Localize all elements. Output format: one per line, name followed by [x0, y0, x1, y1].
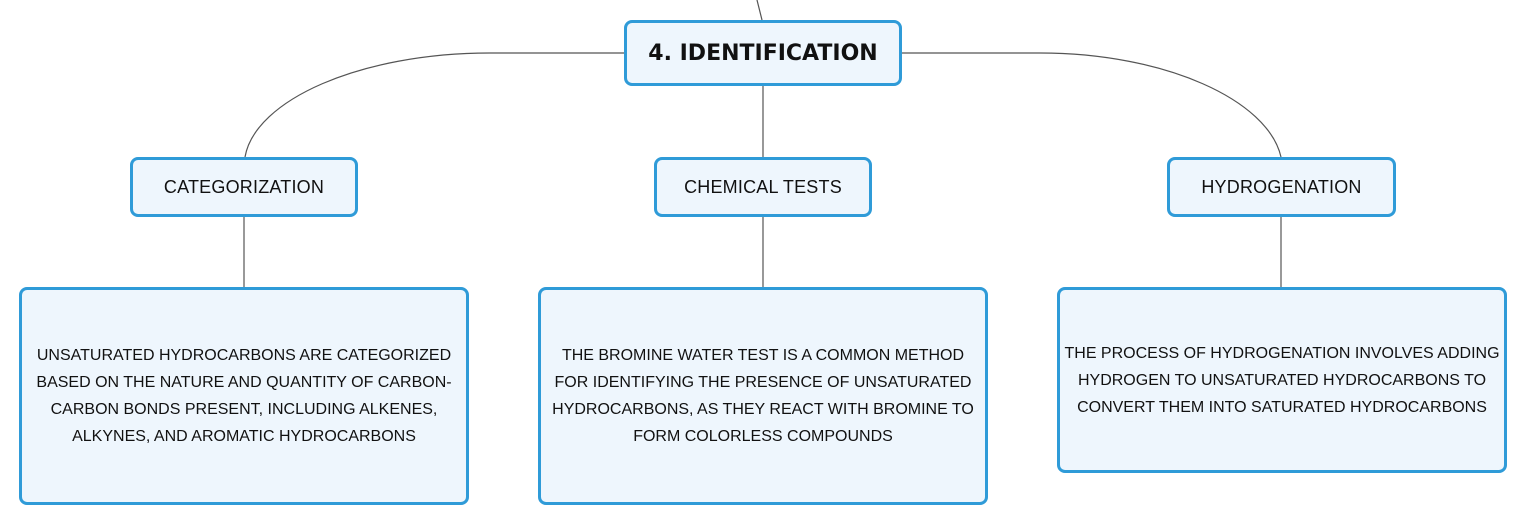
root-node[interactable]	[624, 20, 902, 86]
branch-node-chemical-tests[interactable]	[654, 157, 872, 217]
description-node-categorization[interactable]	[19, 287, 469, 505]
branch-label: HYDROGENATION	[1201, 176, 1362, 197]
connector-from-parent	[757, 0, 762, 20]
branch-label: CHEMICAL TESTS	[684, 176, 842, 197]
description-node-chemical-tests[interactable]	[538, 287, 988, 505]
branch-node-categorization[interactable]	[130, 157, 358, 217]
connector-root-hydrogenation	[902, 53, 1281, 157]
branch-node-hydrogenation[interactable]	[1167, 157, 1396, 217]
connector-root-categorization	[245, 53, 624, 157]
description-text: THE PROCESS OF HYDROGENATION INVOLVES ADDING HYDROGEN TO UNSATURATED HYDROCARBONS TO CONVERT THEM INTO SATURATED HYDROCARBONS	[1064, 344, 1500, 416]
description-text: UNSATURATED HYDROCARBONS ARE CATEGORIZED BASED ON THE NATURE AND QUANTITY OF CARBON-CARBON BONDS PRESENT, INCLUDING ALKENES, ALKYNES, AND AROMATIC HYDROCARBONS	[36, 347, 452, 445]
root-label: 4. IDENTIFICATION	[648, 40, 878, 66]
description-text: THE BROMINE WATER TEST IS A COMMON METHOD FOR IDENTIFYING THE PRESENCE OF UNSATURATED HYDROCARBONS, AS THEY REACT WITH BROMINE TO FORM COLORLESS COMPOUNDS	[552, 347, 974, 445]
branch-label: CATEGORIZATION	[163, 176, 325, 197]
description-node-hydrogenation[interactable]	[1057, 287, 1507, 473]
